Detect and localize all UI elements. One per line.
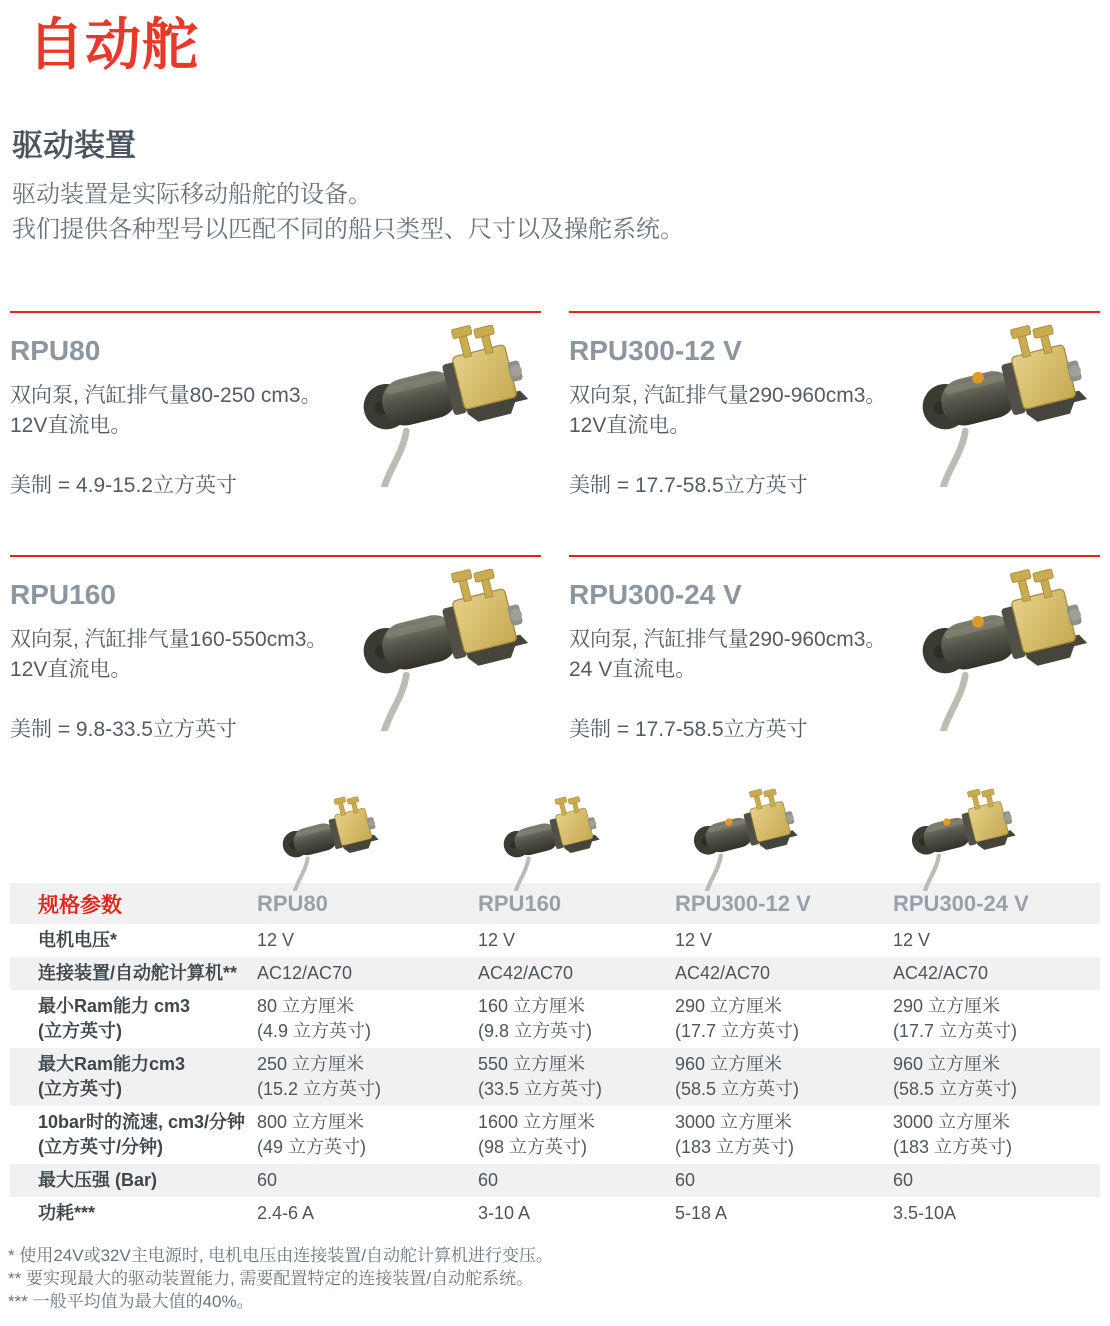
cell-line-1: 800 立方厘米 xyxy=(257,1112,365,1132)
row-label-line-2: (立方英寸/分钟) xyxy=(38,1137,163,1157)
cell xyxy=(478,990,675,1048)
table-row-max-pressure xyxy=(10,1164,1100,1197)
cell-line-2: (98 立方英寸) xyxy=(478,1137,588,1157)
row-label: 功耗*** xyxy=(38,1203,96,1223)
product-title: RPU300-24 V xyxy=(569,579,742,610)
product-desc-line-1: 双向泵, 汽缸排气量290-960cm3。 xyxy=(569,384,887,407)
cell xyxy=(675,1048,893,1106)
table-row-interface-computer xyxy=(10,957,1100,990)
pump-thumbnail-icon xyxy=(897,785,1027,891)
product-description xyxy=(10,625,340,685)
row-label: 电机电压* xyxy=(38,930,118,950)
cell: 60 xyxy=(893,1170,914,1190)
cell-line-2: (9.8 立方英寸) xyxy=(478,1021,593,1041)
pump-illustration-icon xyxy=(347,563,539,731)
pump-thumbnail-icon xyxy=(494,793,606,891)
product-cards xyxy=(10,311,1100,743)
product-description xyxy=(569,381,899,441)
table-row-power-consumption xyxy=(10,1197,1100,1230)
pump-illustration-icon xyxy=(906,563,1098,731)
cell-line-1: 3000 立方厘米 xyxy=(893,1112,1011,1132)
product-photo-rpu300-24v xyxy=(906,563,1098,731)
cell-line-2: (58.5 立方英寸) xyxy=(675,1079,800,1099)
pump-illustration-icon xyxy=(906,319,1098,487)
cell: AC42/AC70 xyxy=(478,963,574,983)
cell: 12 V xyxy=(893,930,931,950)
intro-line-2: 我们提供各种型号以匹配不同的船只类型、尺寸以及操舵系统。 xyxy=(12,216,684,243)
cell xyxy=(478,1048,675,1106)
product-desc-line-2: 12V直流电。 xyxy=(569,414,691,437)
column-header-rpu160: RPU160 xyxy=(478,890,562,916)
pump-thumbnail-icon xyxy=(273,793,385,891)
cell: 60 xyxy=(257,1170,278,1190)
row-label: 最大压强 (Bar) xyxy=(38,1170,158,1190)
product-us-units: 美制 = 17.7-58.5立方英寸 xyxy=(569,474,808,497)
cell xyxy=(893,1106,1100,1164)
cell-line-1: 3000 立方厘米 xyxy=(675,1112,793,1132)
cell-line-1: 960 立方厘米 xyxy=(675,1054,783,1074)
cell-line-1: 80 立方厘米 xyxy=(257,996,355,1016)
product-title: RPU160 xyxy=(10,579,116,610)
spec-table xyxy=(10,883,1100,1230)
footnotes xyxy=(8,1244,1100,1313)
thumb-rpu80 xyxy=(257,793,478,883)
cell xyxy=(257,990,478,1048)
product-card-rpu80 xyxy=(10,311,541,499)
cell: 3.5-10A xyxy=(893,1203,957,1223)
cell-line-1: 160 立方厘米 xyxy=(478,996,586,1016)
cell-line-1: 250 立方厘米 xyxy=(257,1054,365,1074)
intro-section xyxy=(12,120,1098,247)
cell xyxy=(675,1106,893,1164)
cell: 12 V xyxy=(675,930,713,950)
column-header-rpu300-24v: RPU300-24 V xyxy=(893,890,1029,916)
product-description xyxy=(10,381,340,441)
spec-thumbnails xyxy=(10,781,1100,883)
cell xyxy=(257,1106,478,1164)
product-photo-rpu80 xyxy=(347,319,539,487)
product-us-units: 美制 = 9.8-33.5立方英寸 xyxy=(10,718,237,741)
cell: 3-10 A xyxy=(478,1203,531,1223)
row-label-line-2: (立方英寸) xyxy=(38,1021,122,1041)
cell xyxy=(675,990,893,1048)
footnote-3: *** 一般平均值为最大值的40%。 xyxy=(8,1292,254,1311)
product-desc-line-1: 双向泵, 汽缸排气量290-960cm3。 xyxy=(569,628,887,651)
section-heading: 驱动装置 xyxy=(12,128,136,163)
cell: 60 xyxy=(675,1170,696,1190)
cell-line-1: 1600 立方厘米 xyxy=(478,1112,596,1132)
product-title: RPU300-12 V xyxy=(569,335,742,366)
pump-illustration-icon xyxy=(347,319,539,487)
thumb-rpu300-12v xyxy=(675,785,893,883)
cell xyxy=(893,1048,1100,1106)
thumb-rpu160 xyxy=(478,793,675,883)
table-row-max-ram xyxy=(10,1048,1100,1106)
row-label-line-2: (立方英寸) xyxy=(38,1079,122,1099)
catalog-page xyxy=(0,13,1110,1313)
cell-line-2: (183 立方英寸) xyxy=(675,1137,795,1157)
product-us-units: 美制 = 17.7-58.5立方英寸 xyxy=(569,718,808,741)
cell: AC12/AC70 xyxy=(257,963,353,983)
cell: 60 xyxy=(478,1170,499,1190)
spec-table-corner-label: 规格参数 xyxy=(38,893,122,917)
cell xyxy=(257,1048,478,1106)
cell-line-2: (49 立方英寸) xyxy=(257,1137,367,1157)
row-label xyxy=(38,1048,257,1106)
row-label xyxy=(38,1106,257,1164)
intro-line-1: 驱动装置是实际移动船舵的设备。 xyxy=(12,181,372,208)
row-label-line-1: 10bar时的流速, cm3/分钟 xyxy=(38,1112,246,1132)
cell-line-2: (17.7 立方英寸) xyxy=(893,1021,1018,1041)
cell: 12 V xyxy=(257,930,295,950)
product-description xyxy=(569,625,899,685)
cell xyxy=(478,1106,675,1164)
cell-line-2: (15.2 立方英寸) xyxy=(257,1079,382,1099)
cell-line-2: (4.9 立方英寸) xyxy=(257,1021,372,1041)
cell xyxy=(893,990,1100,1048)
cell-line-1: 290 立方厘米 xyxy=(893,996,1001,1016)
cell-line-1: 960 立方厘米 xyxy=(893,1054,1001,1074)
cell-line-2: (33.5 立方英寸) xyxy=(478,1079,603,1099)
product-desc-line-2: 12V直流电。 xyxy=(10,658,132,681)
cell-line-1: 550 立方厘米 xyxy=(478,1054,586,1074)
cell: 12 V xyxy=(478,930,516,950)
product-desc-line-2: 24 V直流电。 xyxy=(569,658,697,681)
cell: 5-18 A xyxy=(675,1203,728,1223)
cell: AC42/AC70 xyxy=(675,963,771,983)
cell-line-2: (183 立方英寸) xyxy=(893,1137,1013,1157)
cell: 2.4-6 A xyxy=(257,1203,315,1223)
cell-line-1: 290 立方厘米 xyxy=(675,996,783,1016)
column-header-rpu80: RPU80 xyxy=(257,890,328,916)
product-desc-line-2: 12V直流电。 xyxy=(10,414,132,437)
product-card-rpu160 xyxy=(10,555,541,743)
pump-thumbnail-icon xyxy=(679,785,809,891)
table-row-min-ram xyxy=(10,990,1100,1048)
product-card-rpu300-12v xyxy=(569,311,1100,499)
product-us-units: 美制 = 4.9-15.2立方英寸 xyxy=(10,474,237,497)
row-label-line-1: 最小Ram能力 cm3 xyxy=(38,996,191,1016)
product-title: RPU80 xyxy=(10,335,101,366)
column-header-rpu300-12v: RPU300-12 V xyxy=(675,890,811,916)
row-label xyxy=(38,990,257,1048)
cell-line-2: (58.5 立方英寸) xyxy=(893,1079,1018,1099)
page-title: 自动舵 xyxy=(28,13,199,76)
footnote-2: ** 要实现最大的驱动装置能力, 需要配置特定的连接装置/自动舵系统。 xyxy=(8,1269,534,1288)
cell-line-2: (17.7 立方英寸) xyxy=(675,1021,800,1041)
product-desc-line-1: 双向泵, 汽缸排气量80-250 cm3。 xyxy=(10,384,322,407)
table-row-motor-voltage xyxy=(10,924,1100,957)
product-card-rpu300-24v xyxy=(569,555,1100,743)
row-label: 连接装置/自动舵计算机** xyxy=(38,963,238,983)
spec-section xyxy=(10,781,1100,1230)
footnote-1: * 使用24V或32V主电源时, 电机电压由连接装置/自动舵计算机进行变压。 xyxy=(8,1246,554,1265)
product-desc-line-1: 双向泵, 汽缸排气量160-550cm3。 xyxy=(10,628,328,651)
product-photo-rpu300-12v xyxy=(906,319,1098,487)
product-photo-rpu160 xyxy=(347,563,539,731)
cell: AC42/AC70 xyxy=(893,963,989,983)
row-label-line-1: 最大Ram能力cm3 xyxy=(38,1054,186,1074)
thumb-rpu300-24v xyxy=(893,785,1100,883)
table-row-flow-rate xyxy=(10,1106,1100,1164)
